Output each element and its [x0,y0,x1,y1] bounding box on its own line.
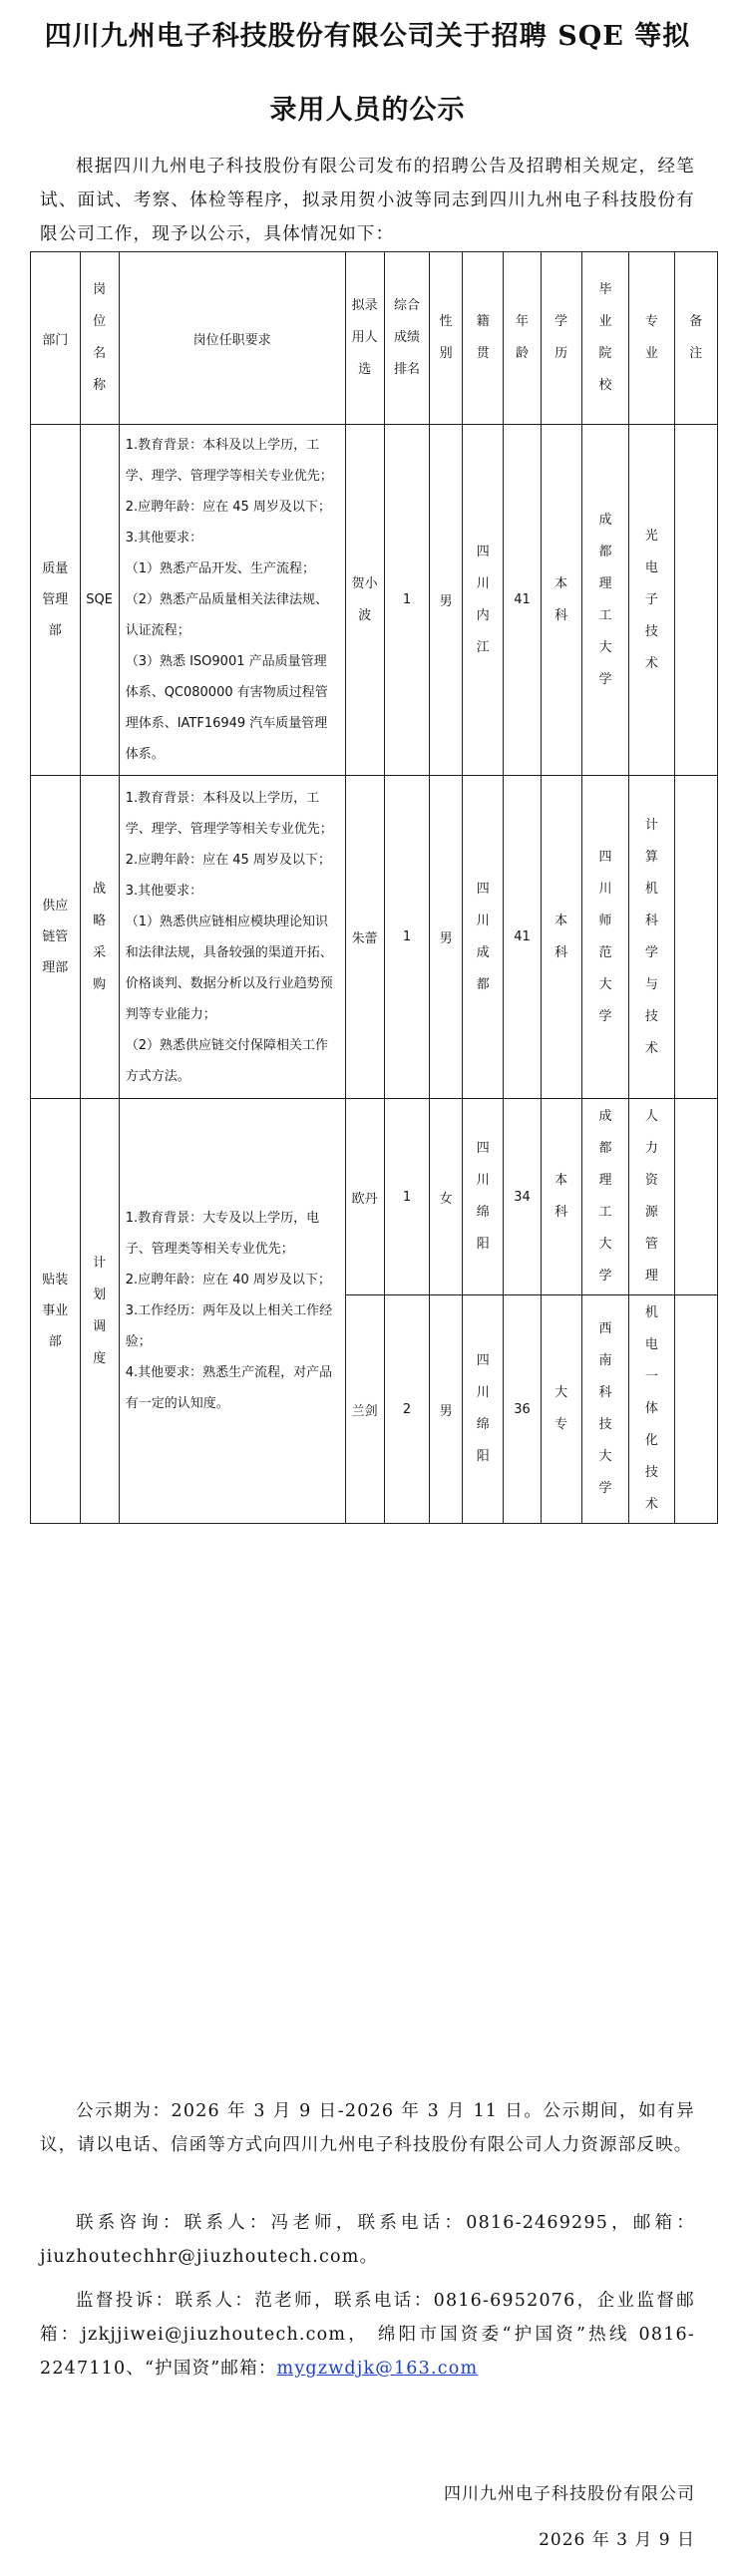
education-cell: 本科 [541,776,581,1099]
dept-cell: 贴装事业部 [31,1099,81,1524]
intro-paragraph: 根据四川九州电子科技股份有限公司发布的招聘公告及招聘相关规定，经笔试、面试、考察、体检等程序，拟录用贺小波等同志到四川九州电子科技股份有限公司工作，现予以公示，具体情况如下： [40,157,695,244]
requirement-item: （3）熟悉 ISO9001 产品质量管理体系、QC080000 有害物质过程管理体系、IATF16949 汽车质量管理体系。 [125,654,328,762]
school-cell: 成都理工大学 [581,1099,628,1295]
candidates-table [30,251,718,1524]
education-cell: 本科 [541,425,581,776]
position-cell: SQE [80,425,119,776]
header-age: 年龄 [504,252,541,425]
header-candidate: 拟录用人选 [345,252,384,425]
major-cell: 人力资源管理 [629,1099,674,1295]
major-cell: 计算机科学与技术 [629,776,674,1099]
header-requirements: 岗位任职要求 [119,252,345,425]
table-row [31,776,718,1099]
age-cell: 34 [504,1099,541,1295]
header-school: 毕业院校 [581,252,628,425]
gender-cell: 女 [430,1099,463,1295]
table-header-row [31,252,718,425]
requirements-cell [119,776,345,1099]
supervision-email-link[interactable]: mygzwdjk@163.com [276,2359,479,2379]
requirement-item: 4.其他要求：熟悉生产流程，对产品有一定的认知度。 [125,1365,333,1411]
education-cell: 大专 [541,1295,581,1524]
company-signature: 四川九州电子科技股份有限公司 [444,2484,695,2504]
rank-cell: 1 [384,1099,429,1295]
requirement-item: 2.应聘年龄：应在 40 周岁及以下； [125,1273,331,1288]
candidate-cell: 贺小波 [345,425,384,776]
requirements-cell [119,425,345,776]
gender-cell: 男 [430,1295,463,1524]
requirement-item: （1）熟悉产品开发、生产流程； [125,561,315,576]
notice-title-line2: 录用人员的公示 [269,95,466,126]
requirement-item: 3.其他要求： [125,531,203,546]
supervision-text: 监督投诉：联系人：范老师，联系电话：0816-6952076，企业监督邮箱：jzkjjiwei@jiuzhoutech.com， 绵阳市国资委“护国资”热线 0816-2247110、“护国资”邮箱： [40,2291,695,2379]
header-major: 专业 [629,252,674,425]
requirement-item: 1.教育背景：本科及以上学历，工学、理学、管理学等相关专业优先； [125,438,333,484]
signature-date: 2026 年 3 月 9 日 [539,2530,695,2550]
requirement-item: （1）熟悉供应链相应模块理论知识和法律法规，具备较强的渠道开拓、价格谈判、数据分析以及行业趋势预判等专业能力； [125,914,333,1022]
requirement-item: 1.教育背景：大专及以上学历，电子、管理类等相关专业优先； [125,1211,320,1257]
origin-cell: 四川成都 [463,776,504,1099]
gender-cell: 男 [430,425,463,776]
notice-title-line1: 四川九州电子科技股份有限公司关于招聘 SQE 等拟 [44,21,691,52]
header-remarks: 备注 [674,252,717,425]
remarks-cell [674,1295,717,1524]
origin-cell: 四川绵阳 [463,1295,504,1524]
candidate-cell: 朱蕾 [345,776,384,1099]
position-cell: 计划调度 [80,1099,119,1524]
requirement-item: 3.其他要求： [125,883,203,899]
age-cell: 41 [504,776,541,1099]
remarks-cell [674,1099,717,1295]
remarks-cell [674,776,717,1099]
table-row [31,1099,718,1295]
dept-cell: 质量管理部 [31,425,81,776]
requirement-item: （2）熟悉供应链交付保障相关工作方式方法。 [125,1037,328,1084]
rank-cell: 1 [384,776,429,1099]
header-gender: 性别 [430,252,463,425]
gender-cell: 男 [430,776,463,1099]
requirement-item: 1.教育背景：本科及以上学历，工学、理学、管理学等相关专业优先； [125,790,333,837]
origin-cell: 四川绵阳 [463,1099,504,1295]
candidate-cell: 兰剑 [345,1295,384,1524]
age-cell: 41 [504,425,541,776]
requirement-item: 2.应聘年龄：应在 45 周岁及以下； [125,500,331,515]
dept-cell: 供应链管理部 [31,776,81,1099]
major-cell: 机电一体化技术 [629,1295,674,1524]
requirement-item: 2.应聘年龄：应在 45 周岁及以下； [125,852,331,868]
candidate-cell: 欧丹 [345,1099,384,1295]
header-rank: 综合成绩排名 [384,252,429,425]
education-cell: 本科 [541,1099,581,1295]
school-cell: 四川师范大学 [581,776,628,1099]
major-cell: 光电子技术 [629,425,674,776]
requirement-item: （2）熟悉产品质量相关法律法规、认证流程； [125,592,328,638]
school-cell: 西南科技大学 [581,1295,628,1524]
requirement-item: 3.工作经历：两年及以上相关工作经验； [125,1303,333,1349]
rank-cell: 1 [384,425,429,776]
notice-period-paragraph: 公示期为：2026 年 3 月 9 日-2026 年 3 月 11 日。公示期间，如有异议，请以电话、信函等方式向四川九州电子科技股份有限公司人力资源部反映。 [40,2101,695,2155]
header-position: 岗位名称 [80,252,119,425]
rank-cell: 2 [384,1295,429,1524]
header-education: 学历 [541,252,581,425]
supervision-paragraph [40,2284,695,2386]
header-origin: 籍贯 [463,252,504,425]
school-cell: 成都理工大学 [581,425,628,776]
requirements-cell [119,1099,345,1524]
remarks-cell [674,425,717,776]
table-row [31,425,718,776]
position-cell: 战略采购 [80,776,119,1099]
header-dept: 部门 [31,252,81,425]
age-cell: 36 [504,1295,541,1524]
origin-cell: 四川内江 [463,425,504,776]
contact-paragraph: 联系咨询：联系人：冯老师，联系电话：0816-2469295，邮箱：jiuzhoutechhr@jiuzhoutech.com。 [40,2213,695,2267]
